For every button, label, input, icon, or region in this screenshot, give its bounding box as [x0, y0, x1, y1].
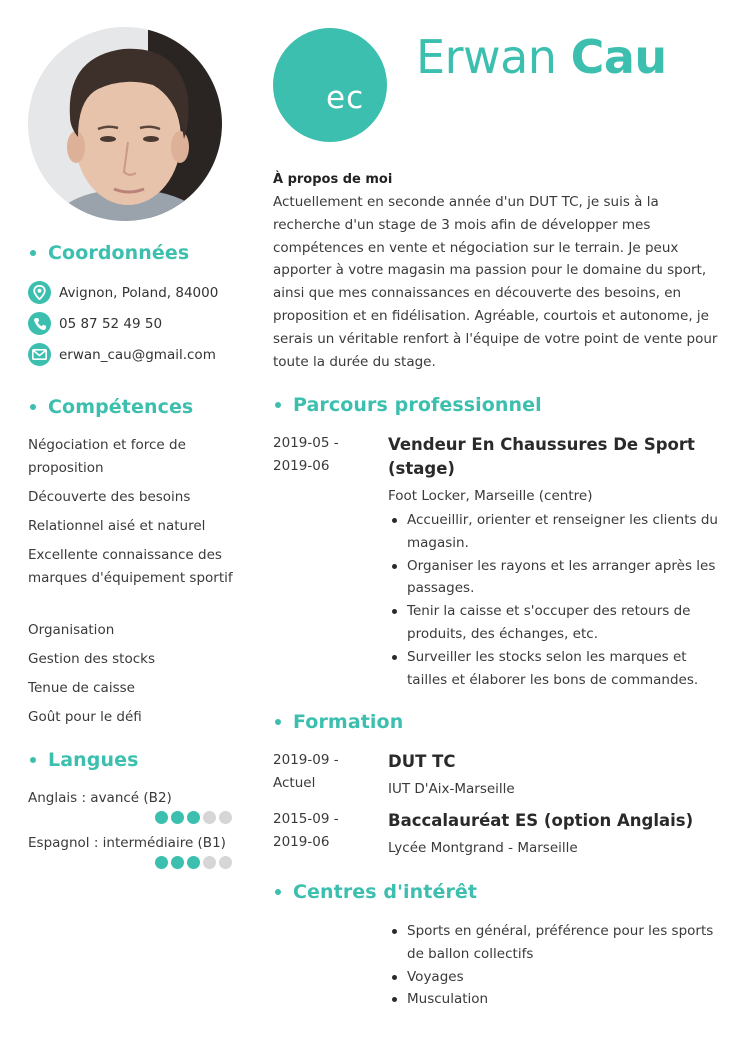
- skill-item: Découverte des besoins: [28, 489, 191, 505]
- main-content: [273, 0, 723, 1061]
- section-title-text: Coordonnées: [48, 242, 190, 264]
- contact-address: [28, 281, 218, 304]
- section-title-text: Centres d'intérêt: [293, 881, 478, 903]
- email-text: erwan_cau@gmail.com: [59, 346, 216, 363]
- rating-dot-empty: [219, 811, 232, 824]
- skill-item: Excellente connaissance des marques d'équipement sportif: [28, 547, 233, 586]
- education-date: [273, 808, 373, 854]
- skill-item: Gestion des stocks: [28, 651, 156, 667]
- rating-dot-filled: [187, 811, 200, 824]
- bullet-dot: [30, 404, 36, 410]
- skill-item: Tenue de caisse: [28, 680, 135, 696]
- task-item: Organiser les rayons et les arranger après les passages.: [388, 555, 718, 601]
- rating-dot-filled: [155, 811, 168, 824]
- section-title-skills: [28, 396, 193, 418]
- degree-title: DUT TC: [388, 752, 456, 771]
- bullet-dot: [275, 402, 281, 408]
- rating-dot-empty: [219, 856, 232, 869]
- section-title-text: Langues: [48, 749, 139, 771]
- about-title: À propos de moi: [273, 172, 393, 187]
- rating-dot-empty: [203, 856, 216, 869]
- sidebar: [0, 0, 260, 1061]
- company-name: Foot Locker, Marseille (centre): [388, 488, 593, 504]
- interest-list: [388, 920, 718, 1011]
- section-title-languages: [28, 749, 138, 771]
- rating-dot-empty: [203, 811, 216, 824]
- school-name: Lycée Montgrand - Marseille: [388, 840, 578, 856]
- profile-photo: [28, 27, 222, 221]
- task-list: [388, 509, 718, 691]
- task-item: Surveiller les stocks selon les marques et tailles et élaborer les bons de commandes.: [388, 646, 718, 692]
- interest-item: Musculation: [388, 988, 718, 1011]
- portrait-image: [28, 27, 222, 221]
- section-title-text: Formation: [293, 711, 404, 733]
- date-end: 2019-06: [273, 834, 330, 850]
- interest-item: Voyages: [388, 966, 718, 989]
- skill-item: Relationnel aisé et naturel: [28, 518, 206, 534]
- first-name: Erwan: [416, 30, 557, 84]
- skill-item: Négociation et force de proposition: [28, 437, 186, 476]
- bullet-dot: [275, 719, 281, 725]
- interest-item: Sports en général, préférence pour les sports de ballon collectifs: [388, 920, 718, 966]
- section-title-education: [273, 711, 403, 733]
- date-end: 2019-06: [273, 458, 330, 474]
- job-title: Vendeur En Chaussures De Sport (stage): [388, 435, 695, 478]
- contact-email[interactable]: [28, 343, 216, 366]
- monogram-badge: [273, 28, 387, 142]
- date-start: 2019-05 -: [273, 435, 339, 451]
- contact-phone[interactable]: [28, 312, 162, 335]
- location-pin-icon: [28, 281, 51, 304]
- language-spanish-label: Espagnol : intermédiaire (B1): [28, 835, 226, 851]
- address-text: Avignon, Poland, 84000: [59, 284, 219, 301]
- section-title-text: Parcours professionnel: [293, 394, 542, 416]
- section-title-text: Compétences: [48, 396, 194, 418]
- date-start: 2015-09 -: [273, 811, 339, 827]
- section-title-experience: [273, 394, 542, 416]
- last-name: Cau: [570, 30, 667, 84]
- bullet-dot: [275, 889, 281, 895]
- skill-item: Organisation: [28, 622, 115, 638]
- about-text: Actuellement en seconde année d'un DUT TC, je suis à la recherche d'un stage de 3 mois afin de développer mes compétences en vente et négociation sur le terrain. Je peux apporter à votre magasin ma passion pour le domaine du sport, ainsi que mes connaissances en découverte des besoins, en proposition et en fidélisation. Agréable, courtois et autonome, je serais un véritable renfort à l'équipe de votre point de vente pour toute la durée du stage.: [273, 194, 718, 370]
- candidate-name: [416, 30, 667, 84]
- section-title-interests: [273, 881, 477, 903]
- skill-item: Goût pour le défi: [28, 709, 142, 725]
- phone-icon: [28, 312, 51, 335]
- phone-text: 05 87 52 49 50: [59, 315, 163, 332]
- language-spanish-rating: [155, 856, 232, 869]
- rating-dot-filled: [187, 856, 200, 869]
- date-end: Actuel: [273, 775, 316, 791]
- task-item: Tenir la caisse et s'occuper des retours de produits, des échanges, etc.: [388, 600, 718, 646]
- bullet-dot: [30, 250, 36, 256]
- language-english-label: Anglais : avancé (B2): [28, 790, 172, 806]
- degree-title: Baccalauréat ES (option Anglais): [388, 811, 694, 830]
- date-start: 2019-09 -: [273, 752, 339, 768]
- experience-date: [273, 432, 373, 478]
- bullet-dot: [30, 757, 36, 763]
- education-date: [273, 749, 373, 795]
- monogram-text: ec: [326, 80, 365, 116]
- school-name: IUT D'Aix-Marseille: [388, 781, 515, 797]
- section-title-contact: [28, 242, 189, 264]
- rating-dot-filled: [171, 856, 184, 869]
- task-item: Accueillir, orienter et renseigner les clients du magasin.: [388, 509, 718, 555]
- rating-dot-filled: [171, 811, 184, 824]
- rating-dot-filled: [155, 856, 168, 869]
- envelope-icon: [28, 343, 51, 366]
- language-english-rating: [155, 811, 232, 824]
